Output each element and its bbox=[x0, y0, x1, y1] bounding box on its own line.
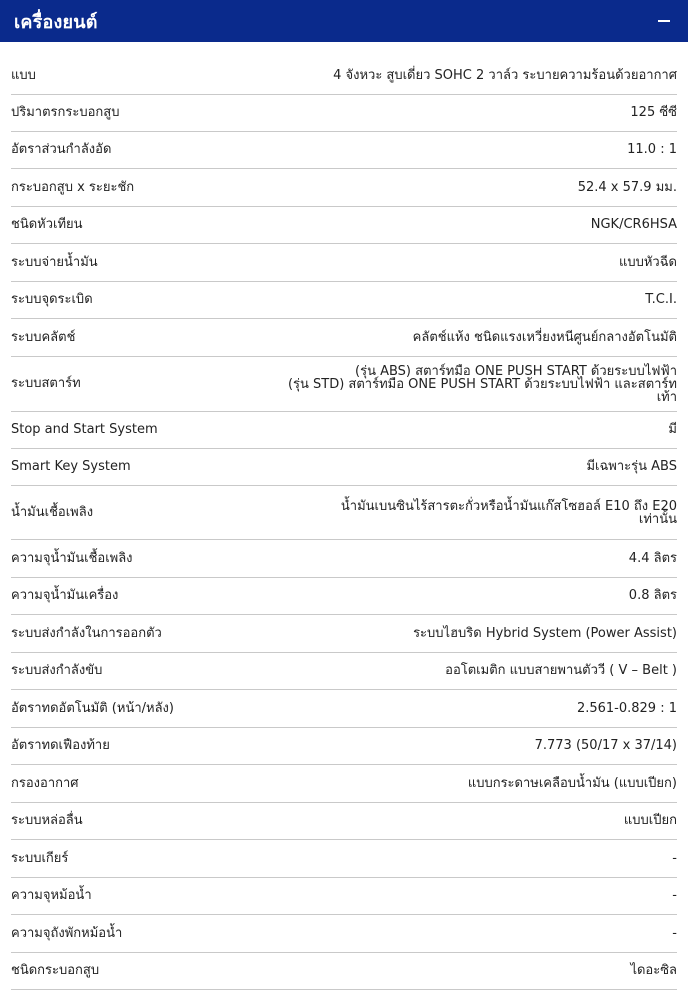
spec-row-type bbox=[11, 57, 677, 95]
spec-row-air-filter bbox=[11, 765, 677, 803]
spec-value: แบบเปียก bbox=[623, 813, 677, 828]
spec-label: ระบบสตาร์ท bbox=[11, 376, 81, 391]
spec-label: ชนิดหัวเทียน bbox=[11, 217, 83, 232]
spec-value: 11.0 : 1 bbox=[627, 142, 677, 157]
spec-row-lubrication bbox=[11, 803, 677, 840]
spec-value: (รุ่น ABS) สตาร์ทมือ ONE PUSH START ด้วยระบบไฟฟ้า (รุ่น STD) สตาร์ทมือ ONE PUSH START ด้วยระบบไฟฟ้า และสตาร์ท เท้า bbox=[287, 363, 677, 405]
spec-label: Stop and Start System bbox=[11, 422, 158, 437]
spec-row-launch-drive bbox=[11, 615, 677, 653]
spec-label: Smart Key System bbox=[11, 459, 131, 474]
spec-label: ปริมาตรกระบอกสูบ bbox=[11, 105, 120, 120]
section-title: เครื่องยนต์ bbox=[14, 11, 98, 33]
spec-label: น้ำมันเชื้อเพลิง bbox=[11, 504, 94, 520]
spec-row-starter bbox=[11, 357, 677, 412]
spec-label: ระบบเกียร์ bbox=[11, 850, 69, 866]
spec-row-clutch bbox=[11, 319, 677, 357]
spec-label: ความจุถังพักหม้อน้ำ bbox=[11, 925, 123, 941]
spec-row-radiator bbox=[11, 878, 677, 915]
spec-label: กระบอกสูบ x ระยะชัก bbox=[11, 179, 135, 195]
spec-label: ระบบส่งกำลังในการออกตัว bbox=[11, 625, 162, 641]
spec-row-oil-capacity bbox=[11, 578, 677, 615]
spec-value: น้ำมันเบนซินไร้สารตะกั่วหรือน้ำมันแก๊สโซฮอล์ E10 ถึง E20 เท่านั้น bbox=[340, 498, 677, 527]
spec-list bbox=[0, 57, 688, 990]
spec-value: มี bbox=[668, 422, 677, 437]
spec-value: แบบกระดาษเคลือบน้ำมัน (แบบเปียก) bbox=[467, 775, 677, 791]
spec-row-cylinder-type bbox=[11, 953, 677, 990]
spec-label: ความจุน้ำมันเชื้อเพลิง bbox=[11, 550, 133, 566]
spec-label: ความจุหม้อน้ำ bbox=[11, 888, 92, 903]
spec-row-gear-ratio bbox=[11, 728, 677, 765]
spec-row-reserve-tank bbox=[11, 915, 677, 953]
spec-label: ระบบจ่ายน้ำมัน bbox=[11, 254, 98, 270]
spec-value: - bbox=[672, 850, 677, 866]
spec-value: ออโตเมติก แบบสายพานตัววี ( V – Belt ) bbox=[445, 663, 677, 678]
spec-row-compression bbox=[11, 132, 677, 169]
spec-row-gearbox bbox=[11, 840, 677, 878]
spec-value: 2.561-0.829 : 1 bbox=[576, 700, 677, 716]
spec-label: อัตราส่วนกำลังอัด bbox=[11, 142, 112, 157]
spec-row-displacement bbox=[11, 95, 677, 132]
spec-row-ignition bbox=[11, 282, 677, 319]
spec-row-fuel-capacity bbox=[11, 540, 677, 578]
spec-label: ระบบจุดระเบิด bbox=[11, 292, 93, 307]
spec-row-final-drive bbox=[11, 653, 677, 690]
spec-label: ระบบหล่อลื่น bbox=[11, 813, 83, 828]
spec-row-auto-ratio bbox=[11, 690, 677, 728]
spec-value: 52.4 x 57.9 มม. bbox=[577, 179, 677, 195]
section-header[interactable] bbox=[0, 0, 688, 42]
spec-value: 7.773 (50/17 x 37/14) bbox=[534, 738, 677, 753]
spec-row-fuel-system bbox=[11, 244, 677, 282]
spec-value: 0.8 ลิตร bbox=[628, 588, 677, 603]
spec-label: อัตราทดอัตโนมัติ (หน้า/หลัง) bbox=[11, 700, 174, 716]
spec-row-spark-plug bbox=[11, 207, 677, 244]
spec-label: ความจุน้ำมันเครื่อง bbox=[11, 588, 119, 603]
spec-label: ระบบคลัตช์ bbox=[11, 329, 76, 345]
spec-value: มีเฉพาะรุ่น ABS bbox=[586, 459, 677, 474]
spec-value: 125 ซีซี bbox=[630, 105, 677, 120]
spec-value: T.C.I. bbox=[645, 292, 677, 307]
spec-value: 4.4 ลิตร bbox=[628, 550, 677, 566]
spec-value: ระบบไฮบริด Hybrid System (Power Assist) bbox=[413, 625, 677, 641]
spec-label: กรองอากาศ bbox=[11, 775, 79, 791]
spec-label: อัตราทดเฟืองท้าย bbox=[11, 738, 110, 753]
spec-row-stop-start bbox=[11, 412, 677, 449]
spec-label: ระบบส่งกำลังขับ bbox=[11, 663, 103, 678]
spec-value: แบบหัวฉีด bbox=[618, 254, 677, 270]
spec-label: ชนิดกระบอกสูบ bbox=[11, 963, 100, 978]
spec-row-fuel bbox=[11, 486, 677, 540]
spec-row-smart-key bbox=[11, 449, 677, 486]
spec-value: - bbox=[672, 925, 677, 941]
spec-value: - bbox=[672, 888, 677, 903]
minus-icon[interactable] bbox=[654, 11, 674, 31]
spec-label: แบบ bbox=[11, 67, 36, 83]
spec-row-bore-stroke bbox=[11, 169, 677, 207]
spec-value: 4 จังหวะ สูบเดี่ยว SOHC 2 วาล์ว ระบายความร้อนด้วยอากาศ bbox=[333, 67, 677, 83]
spec-value: ไดอะซิล bbox=[630, 963, 677, 978]
spec-value: NGK/CR6HSA bbox=[590, 217, 677, 232]
spec-value: คลัตช์แห้ง ชนิดแรงเหวี่ยงหนีศูนย์กลางอัตโนมัติ bbox=[412, 329, 677, 345]
